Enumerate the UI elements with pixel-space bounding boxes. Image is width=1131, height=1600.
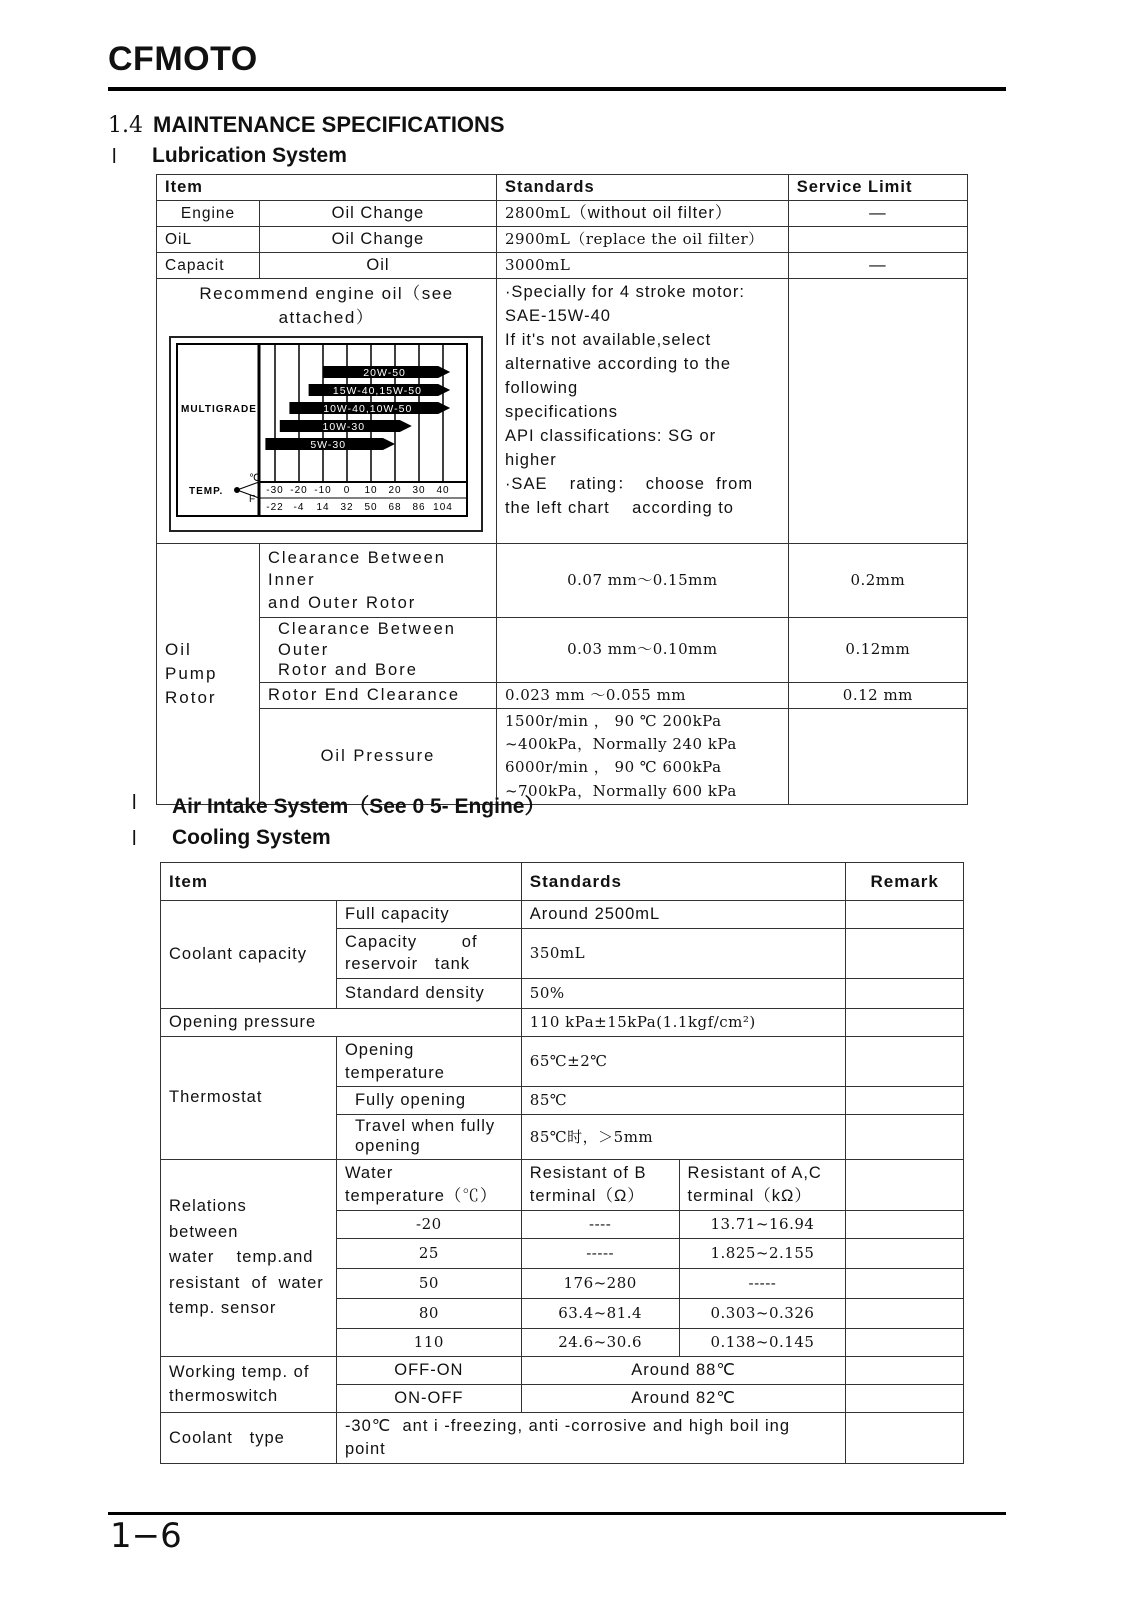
engine-oil-label-2: OiL [157, 227, 260, 253]
header-item: Item [157, 175, 497, 201]
oil-row-standard: 2800mL（without oil filter） [496, 201, 788, 227]
thermoswitch-remark [846, 1385, 964, 1413]
thermostat-standard: 85℃时，＞5mm [521, 1115, 846, 1160]
coolant-capacity-label: Coolant capacity [161, 901, 337, 1009]
bullet-marker: l [132, 792, 137, 814]
sensor-remark [846, 1299, 964, 1329]
pump-row-limit: 0.12mm [788, 617, 967, 682]
footer-rule [108, 1512, 1006, 1515]
cooling-title: Cooling System [172, 826, 331, 849]
recommend-standard-line: If it's not available,select [504, 331, 712, 350]
coolant-sub: Full capacity [336, 901, 521, 929]
header-service-limit: Service Limit [788, 175, 967, 201]
sensor-header-ac: Resistant of A,C terminal（kΩ） [679, 1159, 846, 1210]
thermostat-sub: Opening temperature [336, 1037, 521, 1087]
thermoswitch-label: Working temp. of thermoswitch [161, 1357, 337, 1413]
brand-logo: CFMOTO [108, 40, 258, 78]
sensor-ac: 0.138~0.145 [679, 1329, 846, 1357]
pump-row-item: Clearance Between Inner and Outer Rotor [259, 543, 496, 617]
recommend-oil-cell [157, 279, 497, 544]
sensor-b: 24.6~30.6 [521, 1329, 679, 1357]
celsius-tick: 20 [388, 484, 402, 496]
thermostat-remark [846, 1115, 964, 1160]
recommend-standard-line: following [504, 379, 579, 398]
sensor-temp: 50 [336, 1269, 521, 1299]
sensor-b: ----- [521, 1239, 679, 1269]
coolant-remark [846, 929, 964, 979]
grade-label: 15W-40,15W-50 [332, 384, 422, 397]
header-standards: Standards [496, 175, 788, 201]
thermostat-label: Thermostat [161, 1037, 337, 1160]
multigrade-label: MULTIGRADE [181, 403, 257, 415]
thermoswitch-value: Around 82℃ [521, 1385, 846, 1413]
cooling-table [160, 862, 964, 1464]
oil-pressure-standard: 1500r/min ， 90 ℃ 200kPa ~400kPa，Normally 240 kPa 6000r/min ， 90 ℃ 600kPa ~700kPa，Normally 600 kPa [496, 708, 788, 804]
opening-pressure-label: Opening pressure [161, 1009, 522, 1037]
sensor-remark [846, 1269, 964, 1299]
pump-row-item: Clearance Between Outer Rotor and Bore [259, 617, 496, 682]
oil-row-standard: 3000mL [496, 253, 788, 279]
air-intake-title: Air Intake System（See 0 5- Engine） [172, 795, 546, 818]
recommend-standard-line: the left chart according to [504, 498, 734, 517]
oil-row-limit: — [788, 253, 967, 279]
celsius-tick: -20 [290, 484, 308, 496]
lubrication-table [156, 174, 968, 805]
coolant-type-label: Coolant type [161, 1413, 337, 1464]
sensor-remark [846, 1239, 964, 1269]
sensor-header-water-temp: Water temperature（℃） [336, 1159, 521, 1210]
oil-pressure-limit [788, 708, 967, 804]
fahrenheit-tick: 32 [340, 501, 354, 513]
cooling-header-standards: Standards [521, 863, 846, 901]
oil-pressure-item: Oil Pressure [259, 708, 496, 804]
sensor-temp: -20 [336, 1211, 521, 1239]
coolant-remark [846, 901, 964, 929]
oil-row-item: Oil Change [259, 227, 496, 253]
oil-row-limit: — [788, 201, 967, 227]
coolant-sub: Capacity of reservoir tank [336, 929, 521, 979]
pump-row-standard: 0.07 mm～0.15mm [496, 543, 788, 617]
celsius-tick: 30 [412, 484, 426, 496]
viscosity-chart-svg [175, 342, 475, 524]
celsius-tick: 10 [364, 484, 378, 496]
thermoswitch-mode: ON-OFF [336, 1385, 521, 1413]
grade-label: 20W-50 [363, 366, 406, 379]
pump-row-item: Rotor End Clearance [259, 682, 496, 708]
section-number: 1.4 [108, 113, 143, 138]
lubrication-title: Lubrication System [152, 144, 347, 167]
cooling-header-item: Item [161, 863, 522, 901]
recommend-standard-line: ·SAE rating： choose from [504, 474, 754, 493]
sensor-b: 176~280 [521, 1269, 679, 1299]
page-number: 1−6 [110, 1516, 182, 1556]
sensor-remark [846, 1159, 964, 1210]
viscosity-chart [169, 336, 483, 532]
oil-row-limit [788, 227, 967, 253]
sensor-b: ---- [521, 1211, 679, 1239]
oil-row-standard: 2900mL（replace the oil filter） [496, 227, 788, 253]
section-title [108, 112, 505, 138]
sensor-ac: 1.825~2.155 [679, 1239, 846, 1269]
coolant-standard: 50% [521, 979, 846, 1009]
sensor-temp: 110 [336, 1329, 521, 1357]
pump-row-limit: 0.12 mm [788, 682, 967, 708]
coolant-standard: 350mL [521, 929, 846, 979]
celsius-unit: ℃ [249, 472, 262, 484]
coolant-remark [846, 979, 964, 1009]
recommend-standard-line: ·Specially for 4 stroke motor: [504, 283, 745, 302]
fahrenheit-tick: 104 [433, 501, 453, 513]
cooling-header-remark: Remark [846, 863, 964, 901]
temp-label: TEMP. [189, 485, 224, 497]
pump-row-standard: 0.023 mm ～0.055 mm [496, 682, 788, 708]
thermostat-sub: Fully opening [336, 1087, 521, 1115]
opening-pressure-standard: 110 kPa±15kPa(1.1kgf/cm²) [521, 1009, 846, 1037]
thermoswitch-remark [846, 1357, 964, 1385]
sensor-ac: 0.303~0.326 [679, 1299, 846, 1329]
recommend-standard-line: SAE-15W-40 [504, 307, 611, 326]
thermostat-standard: 85℃ [521, 1087, 846, 1115]
sensor-header-b: Resistant of B terminal（Ω） [521, 1159, 679, 1210]
sensor-temp: 80 [336, 1299, 521, 1329]
fahrenheit-tick: 14 [316, 501, 330, 513]
coolant-type-remark [846, 1413, 964, 1464]
oil-row-item: Oil Change [259, 201, 496, 227]
thermostat-remark [846, 1037, 964, 1087]
recommend-limit-cell [788, 279, 967, 544]
recommend-standards-cell [496, 279, 788, 544]
engine-oil-label-1: Engine [157, 201, 260, 227]
celsius-tick: -30 [266, 484, 284, 496]
grade-label: 10W-30 [322, 420, 366, 433]
pump-row-standard: 0.03 mm～0.10mm [496, 617, 788, 682]
celsius-tick: 40 [436, 484, 450, 496]
grade-label: 10W-40,10W-50 [323, 402, 413, 415]
recommend-standard-line: API classifications: SG or [504, 426, 717, 445]
thermostat-remark [846, 1087, 964, 1115]
thermoswitch-mode: OFF-ON [336, 1357, 521, 1385]
celsius-tick: 0 [343, 484, 351, 496]
pump-row-limit: 0.2mm [788, 543, 967, 617]
recommend-label-1: Recommend engine oil（see [199, 284, 454, 304]
grade-label: 5W-30 [310, 438, 347, 451]
sensor-remark [846, 1329, 964, 1357]
coolant-type-value: -30℃ ant i -freezing, anti -corrosive and high boil ing point [336, 1413, 845, 1464]
celsius-tick: -10 [314, 484, 332, 496]
recommend-standard-lines [505, 281, 780, 520]
fahrenheit-tick: -4 [293, 501, 305, 513]
sensor-relation-label: Relations between water temp.and resistant of water temp. sensor [161, 1159, 337, 1356]
coolant-standard: Around 2500mL [521, 901, 846, 929]
thermostat-standard: 65℃±2℃ [521, 1037, 846, 1087]
fahrenheit-tick: 68 [388, 501, 402, 513]
sensor-ac: 13.71~16.94 [679, 1211, 846, 1239]
fahrenheit-tick: -22 [266, 501, 284, 513]
oil-row-item: Oil [259, 253, 496, 279]
fahrenheit-tick: 86 [412, 501, 426, 513]
sensor-b: 63.4~81.4 [521, 1299, 679, 1329]
header-rule [108, 87, 1006, 91]
fahrenheit-unit: F [249, 493, 257, 505]
sensor-ac: ----- [679, 1269, 846, 1299]
thermostat-sub: Travel when fully opening [336, 1115, 521, 1160]
opening-pressure-remark [846, 1009, 964, 1037]
bullet-marker: l [112, 146, 117, 168]
recommend-standard-line: specifications [504, 402, 618, 421]
engine-oil-label-3: Capacit [157, 253, 260, 279]
sensor-temp: 25 [336, 1239, 521, 1269]
section-title-text: MAINTENANCE SPECIFICATIONS [153, 112, 505, 137]
recommend-standard-line: higher [504, 450, 557, 469]
recommend-label-2: attached） [278, 308, 375, 328]
recommend-standard-line: alternative according to the [504, 355, 732, 374]
sensor-remark [846, 1211, 964, 1239]
oil-pump-group-label: Oil Pump Rotor [157, 543, 260, 804]
bullet-marker: l [132, 828, 137, 850]
fahrenheit-tick: 50 [364, 501, 378, 513]
coolant-sub: Standard density [336, 979, 521, 1009]
thermoswitch-value: Around 88℃ [521, 1357, 846, 1385]
